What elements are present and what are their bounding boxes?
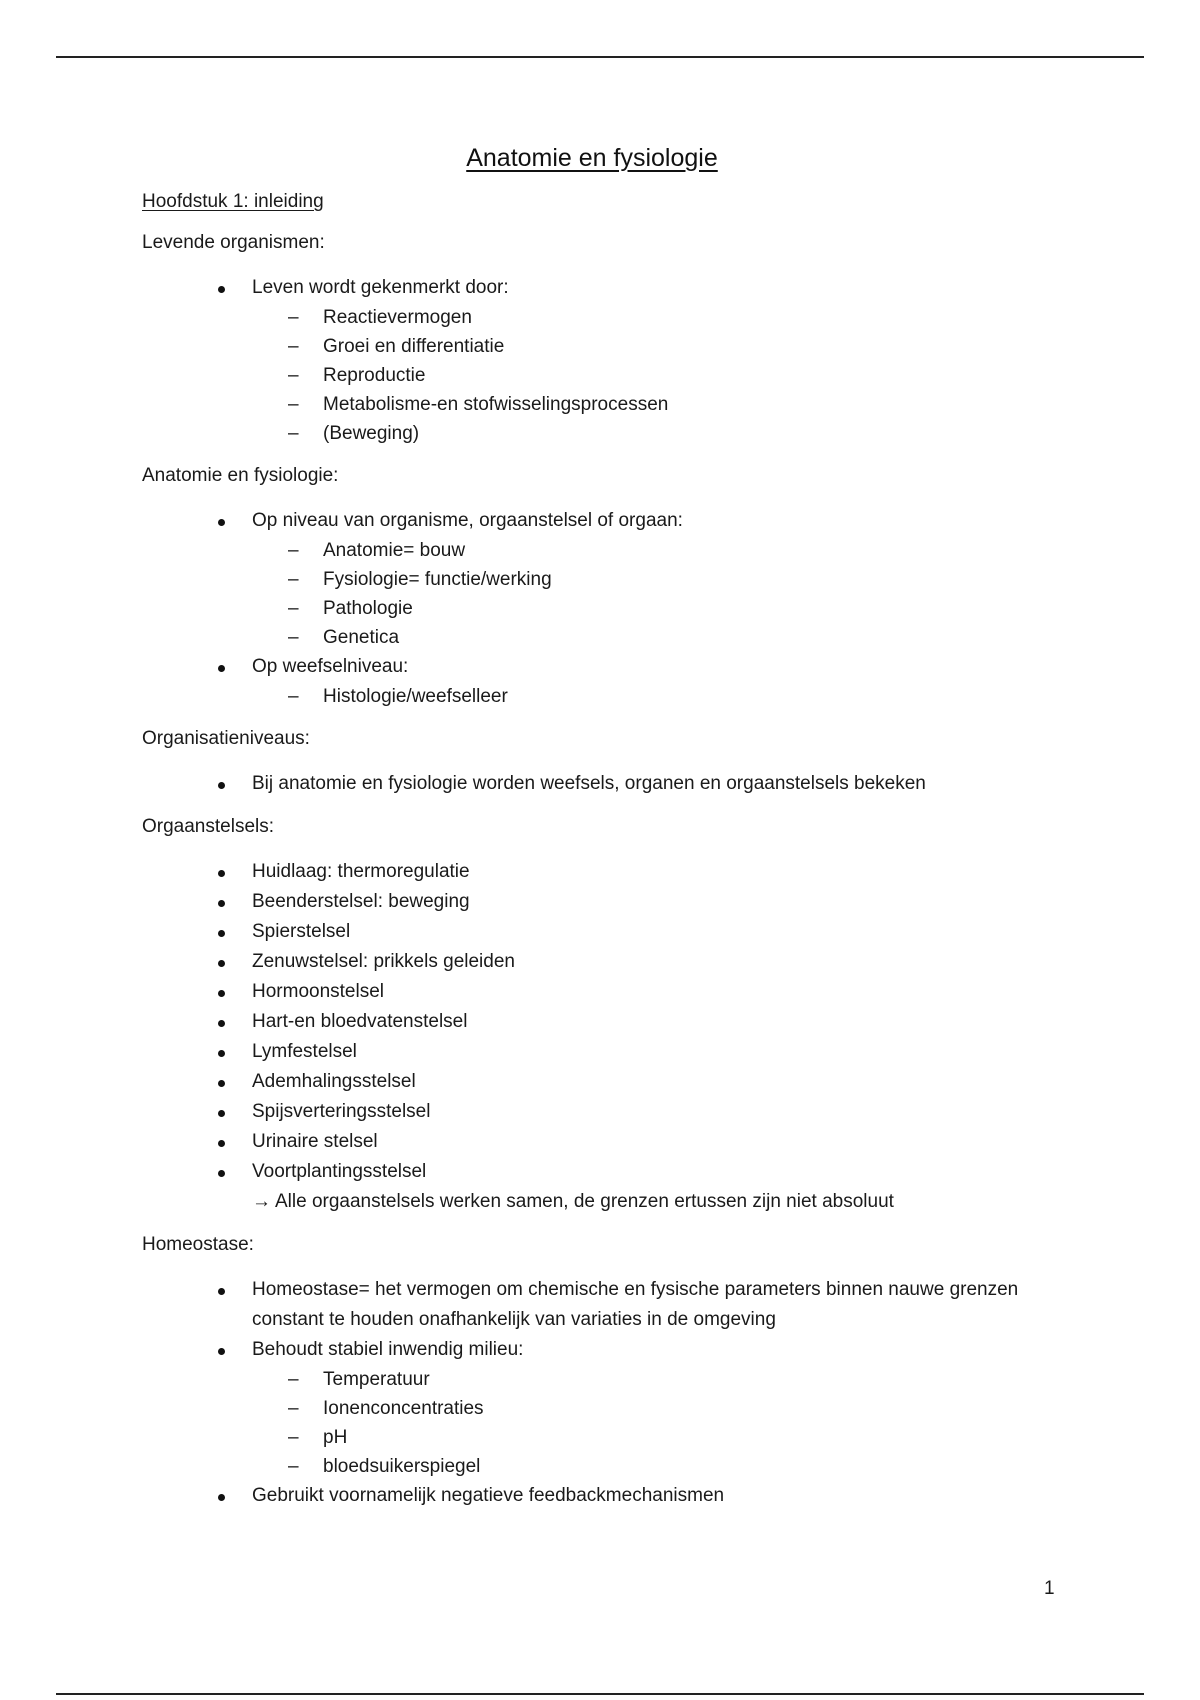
list-item-text: Gebruikt voornamelijk negatieve feedbackmechanismen: [252, 1485, 725, 1506]
sub-list-item: [252, 390, 1042, 419]
sub-list-item: [252, 361, 1042, 390]
bullet-list: [142, 769, 1042, 799]
bullet-dot-icon: [218, 960, 225, 967]
bullet-list: [142, 1275, 1042, 1511]
list-item-text: Op niveau van organisme, orgaanstelsel of orgaan:: [252, 510, 683, 531]
list-item: [142, 947, 1042, 977]
dash-icon: –: [288, 1427, 299, 1448]
list-item: [142, 1067, 1042, 1097]
chapter-heading: Hoofdstuk 1: inleiding: [142, 191, 324, 212]
document-title: Anatomie en fysiologie: [466, 144, 718, 172]
bullet-dot-icon: [218, 665, 225, 672]
sub-list-item: [252, 1423, 1042, 1452]
sub-list-item-text: Histologie/weefselleer: [323, 686, 508, 707]
bullet-dot-icon: [218, 1140, 225, 1147]
header-rule: [56, 56, 1144, 58]
list-item: [142, 917, 1042, 947]
list-item-text: Homeostase= het vermogen om chemische en fysische parameters binnen nauwe grenzen constant te houden onafhankelijk van variaties in de omgeving: [252, 1279, 1019, 1330]
bullet-dot-icon: [218, 286, 225, 293]
list-item: [142, 887, 1042, 917]
section-label-orgaanstelsels: Orgaanstelsels:: [142, 816, 275, 837]
list-item: [142, 1157, 1042, 1217]
list-item: [142, 273, 1042, 448]
bullet-dot-icon: [218, 990, 225, 997]
sub-list-item-text: bloedsuikerspiegel: [323, 1456, 481, 1477]
bullet-dot-icon: [218, 1020, 225, 1027]
footer-rule: [56, 1693, 1144, 1695]
sub-list-item-text: Pathologie: [323, 598, 413, 619]
list-item: [142, 1335, 1042, 1481]
dash-icon: –: [288, 1369, 299, 1390]
bullet-dot-icon: [218, 1494, 225, 1501]
page-content: [142, 144, 1042, 1525]
sub-list: [252, 536, 1042, 652]
sub-list-item-text: pH: [323, 1427, 348, 1448]
sub-list-item-text: Metabolisme-en stofwisselingsprocessen: [323, 394, 669, 415]
dash-icon: –: [288, 686, 299, 707]
bullet-list: [142, 506, 1042, 711]
dash-icon: –: [288, 540, 299, 561]
bullet-dot-icon: [218, 1170, 225, 1177]
arrow-right-icon: →: [252, 1191, 271, 1212]
bullet-dot-icon: [218, 1110, 225, 1117]
dash-icon: –: [288, 423, 299, 444]
bullet-dot-icon: [218, 1348, 225, 1355]
list-item: [142, 1097, 1042, 1127]
sub-list: [252, 1365, 1042, 1481]
sub-list-item-text: Ionenconcentraties: [323, 1398, 484, 1419]
list-item: [142, 977, 1042, 1007]
list-item: [142, 1037, 1042, 1067]
sub-list-item-text: Groei en differentiatie: [323, 336, 505, 357]
sub-list-item: [252, 565, 1042, 594]
sub-list-item: [252, 332, 1042, 361]
list-item-text: Zenuwstelsel: prikkels geleiden: [252, 951, 515, 972]
sub-list: [252, 682, 1042, 711]
sub-list-item-text: Fysiologie= functie/werking: [323, 569, 552, 590]
sub-list-item: [252, 682, 1042, 711]
bullet-dot-icon: [218, 870, 225, 877]
dash-icon: –: [288, 627, 299, 648]
bullet-dot-icon: [218, 930, 225, 937]
sub-list-item-text: Genetica: [323, 627, 400, 648]
sub-list-item-text: Anatomie= bouw: [323, 540, 466, 561]
section-label-homeostase: Homeostase:: [142, 1234, 254, 1255]
list-item: [142, 652, 1042, 711]
list-item-text: Ademhalingsstelsel: [252, 1071, 416, 1092]
page-number: 1: [1044, 1578, 1055, 1599]
bullet-dot-icon: [218, 900, 225, 907]
list-item-text: Hart-en bloedvatenstelsel: [252, 1011, 468, 1032]
list-item-text: Beenderstelsel: beweging: [252, 891, 470, 912]
bullet-dot-icon: [218, 782, 225, 789]
dash-icon: –: [288, 336, 299, 357]
bullet-dot-icon: [218, 519, 225, 526]
sub-list-item-text: Reactievermogen: [323, 307, 472, 328]
list-item: [142, 769, 1042, 799]
sub-list-item: [252, 303, 1042, 332]
dash-icon: –: [288, 307, 299, 328]
list-item-text: Urinaire stelsel: [252, 1131, 378, 1152]
list-item-text: Voortplantingsstelsel: [252, 1161, 427, 1182]
sub-list-item: [252, 1394, 1042, 1423]
dash-icon: –: [288, 569, 299, 590]
bullet-dot-icon: [218, 1288, 225, 1295]
sub-list-item: [252, 594, 1042, 623]
list-item-text: Spierstelsel: [252, 921, 351, 942]
dash-icon: –: [288, 394, 299, 415]
bullet-dot-icon: [218, 1050, 225, 1057]
dash-icon: –: [288, 365, 299, 386]
sub-list: [252, 303, 1042, 448]
list-item: [142, 857, 1042, 887]
list-item-text: Huidlaag: thermoregulatie: [252, 861, 470, 882]
dash-icon: –: [288, 1398, 299, 1419]
arrow-note-text: Alle orgaanstelsels werken samen, de grenzen ertussen zijn niet absoluut: [275, 1191, 894, 1212]
bullet-dot-icon: [218, 1080, 225, 1087]
bullet-list: [142, 273, 1042, 448]
sub-list-item: [252, 623, 1042, 652]
arrow-note: [252, 1187, 1042, 1217]
list-item-text: Leven wordt gekenmerkt door:: [252, 277, 509, 298]
list-item: [142, 1127, 1042, 1157]
section-label-organisatieniveaus: Organisatieniveaus:: [142, 728, 310, 749]
list-item-text: Hormoonstelsel: [252, 981, 384, 1002]
list-item: [142, 1007, 1042, 1037]
dash-icon: –: [288, 1456, 299, 1477]
list-item: [142, 506, 1042, 652]
sub-list-item: [252, 1452, 1042, 1481]
list-item-text: Bij anatomie en fysiologie worden weefsels, organen en orgaanstelsels bekeken: [252, 773, 926, 794]
list-item: [142, 1481, 1042, 1511]
section-label-anatomie-en-fysiologie: Anatomie en fysiologie:: [142, 465, 339, 486]
list-item-text: Behoudt stabiel inwendig milieu:: [252, 1339, 524, 1360]
list-item-text: Lymfestelsel: [252, 1041, 357, 1062]
list-item: [142, 1275, 1042, 1335]
bullet-list: [142, 857, 1042, 1217]
dash-icon: –: [288, 598, 299, 619]
sub-list-item-text: Temperatuur: [323, 1369, 430, 1390]
sub-list-item: [252, 536, 1042, 565]
list-item-text: Op weefselniveau:: [252, 656, 409, 677]
sub-list-item: [252, 419, 1042, 448]
section-label-levende-organismen: Levende organismen:: [142, 232, 325, 253]
sub-list-item-text: Reproductie: [323, 365, 426, 386]
list-item-text: Spijsverteringsstelsel: [252, 1101, 431, 1122]
sub-list-item: [252, 1365, 1042, 1394]
sub-list-item-text: (Beweging): [323, 423, 420, 444]
